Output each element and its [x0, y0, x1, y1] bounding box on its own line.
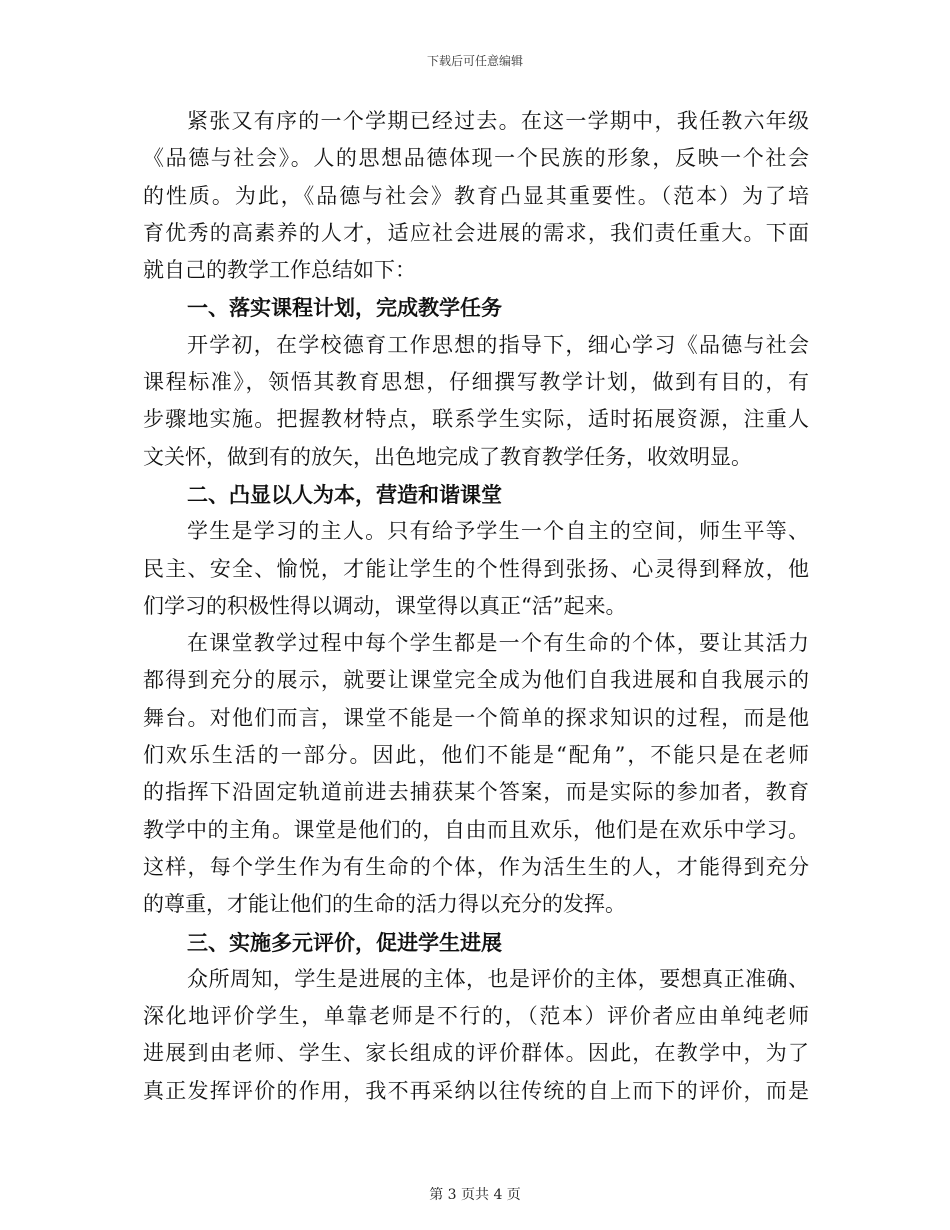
- paragraph-line: 们欢乐生活的一部分。因此，他们不能是“配角”，不能只是在老师: [143, 743, 809, 768]
- paragraph-line: 众所周知，学生是进展的主体，也是评价的主体，要想真正准确、: [187, 966, 809, 991]
- paragraph-line: 学生是学习的主人。只有给予学生一个自主的空间，师生平等、: [187, 519, 809, 544]
- paragraph-line: 文关怀，做到有的放矢，出色地完成了教育教学任务，收效明显。: [143, 444, 752, 469]
- paragraph-line: 课程标准》，领悟其教育思想，仔细撰写教学计划，做到有目的，有: [143, 370, 809, 395]
- paragraph-line: 育优秀的高素养的人才，适应社会进展的需求，我们责任重大。下面: [143, 220, 809, 245]
- paragraph-line: 都得到充分的展示，就要让课堂完全成为他们自我进展和自我展示的: [143, 668, 809, 693]
- page-footer: 第 3 页共 4 页: [429, 1187, 521, 1203]
- paragraph-line: 就自己的教学工作总结如下：: [143, 258, 416, 283]
- paragraph-line: 的指挥下沿固定轨道前进去捕获某个答案，而是实际的参加者，教育: [143, 780, 809, 805]
- paragraph-line: 紧张又有序的一个学期已经过去。在这一学期中，我任教六年级: [187, 109, 809, 133]
- paragraph-line: 开学初，在学校德育工作思想的指导下，细心学习《品德与社会: [187, 332, 809, 357]
- paragraph-line: 的性质。为此，《品德与社会》教育凸显其重要性。（范本）为了培: [143, 183, 809, 208]
- paragraph-line: 民主、安全、愉悦，才能让学生的个性得到张扬、心灵得到释放，他: [143, 556, 809, 581]
- paragraph-line: 步骤地实施。把握教材特点，联系学生实际，适时拓展资源，注重人: [143, 407, 809, 432]
- section-heading: 三、实施多元评价，促进学生进展: [187, 929, 502, 955]
- paragraph-line: 《品德与社会》。人的思想品德体现一个民族的形象，反映一个社会: [143, 146, 809, 171]
- paragraph-line: 真正发挥评价的作用，我不再采纳以往传统的自上而下的评价，而是: [143, 1078, 809, 1103]
- paragraph-line: 进展到由老师、学生、家长组成的评价群体。因此，在教学中，为了: [143, 1041, 809, 1066]
- document-body: [143, 103, 809, 1110]
- paragraph-line: 在课堂教学过程中每个学生都是一个有生命的个体，要让其活力: [187, 631, 809, 656]
- paragraph-line: 这样，每个学生作为有生命的个体，作为活生生的人，才能得到充分: [143, 854, 809, 879]
- section-heading: 一、落实课程计划，完成教学任务: [187, 295, 502, 321]
- paragraph-line: 的尊重，才能让他们的生命的活力得以充分的发挥。: [143, 892, 626, 917]
- page-header: 下载后可任意编辑: [426, 54, 523, 68]
- section-heading: 二、凸显以人为本，营造和谐课堂: [187, 481, 502, 507]
- paragraph-line: 舞台。对他们而言，课堂不能是一个简单的探求知识的过程，而是他: [143, 705, 809, 730]
- paragraph-line: 教学中的主角。课堂是他们的，自由而且欢乐，他们是在欢乐中学习。: [143, 817, 809, 842]
- paragraph-line: 们学习的积极性得以调动，课堂得以真正“活”起来。: [143, 593, 627, 618]
- paragraph-line: 深化地评价学生，单靠老师是不行的，（范本）评价者应由单纯老师: [143, 1004, 809, 1029]
